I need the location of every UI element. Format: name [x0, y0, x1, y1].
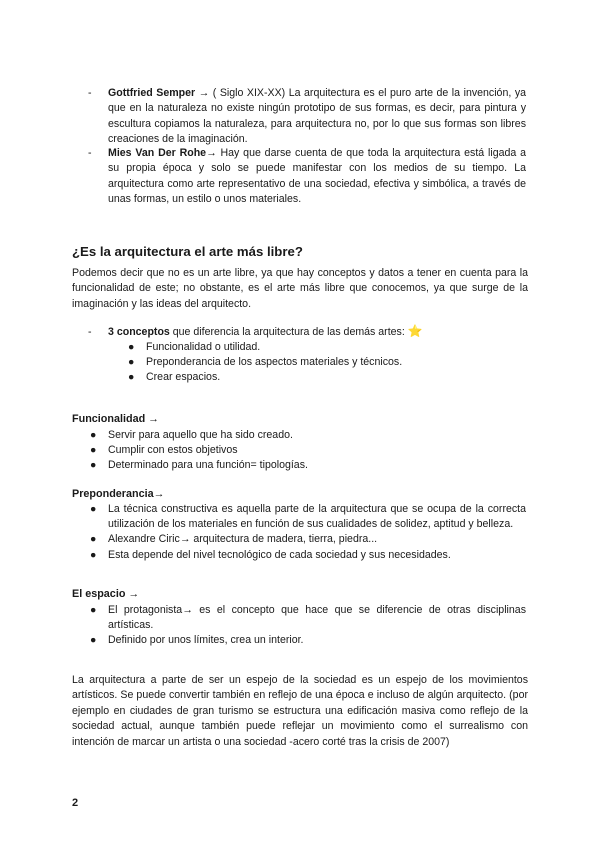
- semper-text: → ( Siglo XIX-XX) La arquitectura es el puro arte de la invención, ya que en la naturaleza no existe ningún prototipo de sus formas, es decir, para pintura y escultura copiamos la naturaleza, para arquitectura no, por lo que sus formas son libres creaciones de la imaginación.: [108, 87, 527, 146]
- list-item: ● El protagonista→ es el concepto que hace que se diferencie de otras disciplinas artísticas.: [90, 604, 526, 632]
- dash-item-mies: [88, 146, 526, 208]
- list-item: ● Cumplir con estos objetivos: [90, 444, 238, 457]
- list-item: ● La técnica constructiva es aquella parte de la arquitectura que se ocupa de la correcta utilización de los materiales en función de sus cualidades de solidez, aptitud y belleza.: [90, 503, 526, 531]
- section-title: ¿Es la arquitectura el arte más libre?: [72, 244, 303, 259]
- espacio-title: El espacio →: [72, 588, 140, 600]
- mies-name: Mies Van Der Rohe: [108, 147, 207, 159]
- preponderancia-list: [90, 502, 526, 563]
- preponderancia-title: Preponderancia→: [72, 488, 165, 500]
- list-item: ● Preponderancia de los aspectos materiales y técnicos.: [128, 356, 403, 369]
- list-item: ● Crear espacios.: [128, 371, 221, 384]
- intro-paragraph: Podemos decir que no es un arte libre, ya que hay conceptos y datos a tener en cuenta para la funcionalidad de este; no obstante, es el arte más libre que conocemos, ya que surge de la imaginación y las ideas del arquitecto.: [72, 267, 528, 310]
- list-item: ● Definido por unos límites, crea un interior.: [90, 634, 304, 647]
- list-item: ● Servir para aquello que ha sido creado.: [90, 429, 293, 441]
- mies-text: → Hay que darse cuenta de que toda la arquitectura está ligada a su propia época y solo se puede manifestar con los medios de su tiempo. La arquitectura como arte representativo de una sociedad, efectiva y simbólica, a través de unas formas, un estilo o unos materiales.: [108, 147, 526, 206]
- star-icon: ⭐: [407, 324, 423, 338]
- dash-marker: -: [88, 326, 92, 338]
- page-number: 2: [72, 797, 79, 809]
- dash-marker: -: [88, 87, 92, 99]
- dash-item-concepts: [88, 325, 526, 340]
- dash-marker: -: [88, 147, 92, 159]
- funcionalidad-title: Funcionalidad →: [72, 413, 159, 425]
- espacio-list: [90, 603, 526, 649]
- concepts-bold: 3 conceptos: [108, 326, 170, 338]
- dash-item-semper: [88, 86, 526, 148]
- closing-paragraph: La arquitectura a parte de ser un espejo de la sociedad es un espejo de los movimientos artísticos. Se puede convertir también en reflejo de una época e incluso de algún arquitecto. (por ejemplo en ciudades de gran turismo se estructura una edificación masiva como reflejo de la sociedad actual, aunque también puede reflejar un movimiento como el surrealismo con intención de marcar un artista o una sociedad -acero corté tras la crisis de 2007): [72, 674, 528, 748]
- list-item: ● Alexandre Ciric→ arquitectura de madera, tierra, piedra...: [90, 533, 378, 546]
- funcionalidad-list: [90, 428, 526, 474]
- concepts-list: [128, 340, 528, 386]
- list-item: ● Determinado para una función= tipologías.: [90, 459, 308, 472]
- list-item: ● Funcionalidad o utilidad.: [128, 341, 261, 353]
- semper-name: Gottfried Semper: [108, 87, 196, 99]
- list-item: ● Esta depende del nivel tecnológico de cada sociedad y sus necesidades.: [90, 548, 451, 561]
- concepts-text: que diferencia la arquitectura de las demás artes:: [169, 326, 408, 338]
